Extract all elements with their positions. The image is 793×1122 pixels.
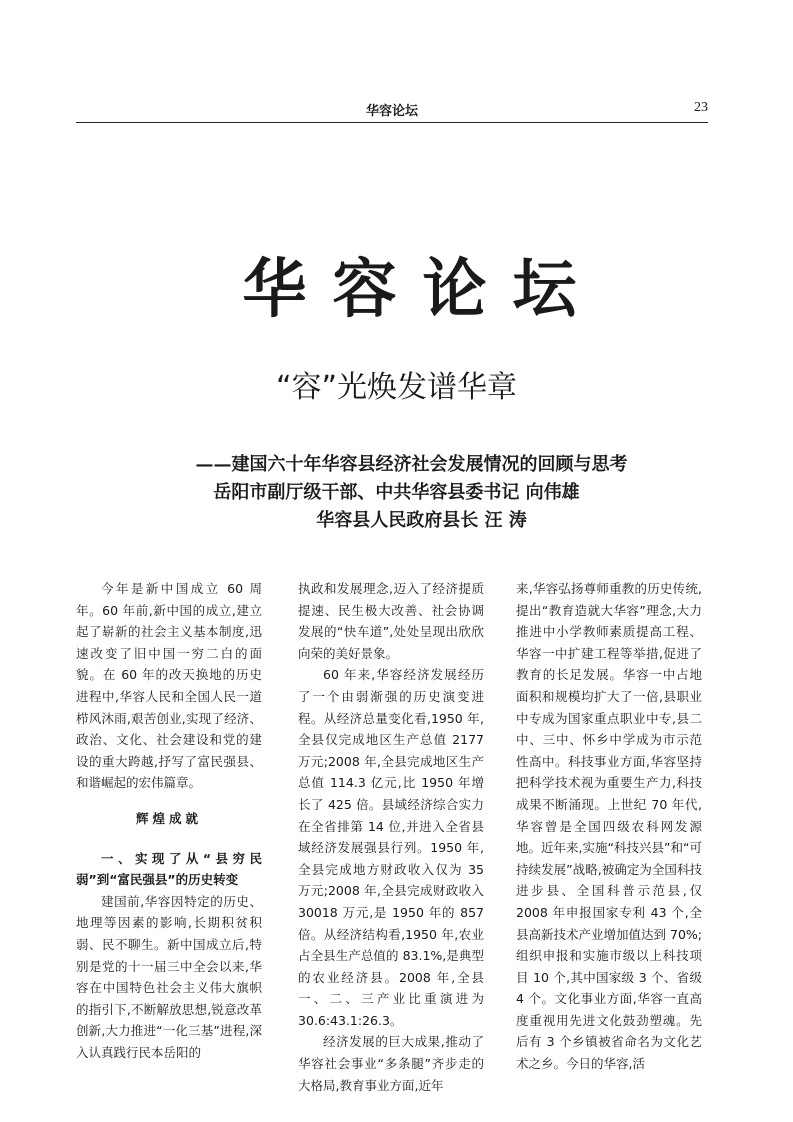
continued-paragraph: 执政和发展理念,迈入了经济提质提速、民生极大改善、社会协调发展的“快车道”,处处呈现出欣欣向荣的美好景象。 — [298, 581, 484, 661]
article-subtitle: ——建国六十年华容县经济社会发展情况的回顾与思考 — [195, 454, 628, 475]
running-header-section: 华容论坛 — [365, 104, 418, 119]
text-column-1 — [76, 578, 262, 1063]
continued-paragraph: 来,华容弘扬尊师重教的历史传统,提出“教育造就大华容”理念,大力推进中小学教师素质提高工程、华容一中扩建工程等举措,促进了教育的长足发展。华容一中占地面积和规模均扩大了一倍,县职业中专成为国家重点职业中专,县二中、三中、怀乡中学成为市示范性高中。科技事业方面,华容坚持把科学技术视为重要生产力,科技成果不断涌现。上世纪 70 年代,华容曾是全国四级农科网发源地。近年来,实施“科技兴县”和“可持续发展”战略,被确定为全国科技进步县、全国科普示范县,仅 2008 年申报国家专利 43 个,全县高新技术产业增加值达到 70%;组织申报和实施市级以上科技项目 10 个,其中国家级 3 个、省级 4 个。文化事业方面,华容一直高度重视用先进文化鼓劲塑魂。先后有 3 个乡镇被省命名为文化艺术之乡。今日的华容,活 — [516, 581, 702, 1072]
body-paragraph: 经济发展的巨大成果,推动了华容社会事业“多条腿”齐步走的大格局,教育事业方面,近年 — [298, 1034, 484, 1093]
column-masthead: 华容论坛 — [242, 252, 603, 327]
body-paragraph: 60 年来,华容经济发展经历了一个由弱渐强的历史演变进程。从经济总量变化看,1950 年,全县仅完成地区生产总值 2177 万元;2008 年,全县完成地区生产总值 114.3 亿元,比 1950 年增长了 425 倍。县域经济综合实力在全省排第 14 位,并进入全省县域经济发展强县行列。1950 年,全县完成地方财政收入仅为 35 万元;2008 年,全县完成财政收入 30018 万元,是 1950 年的 857 倍。从经济结构看,1950 年,农业占全县生产总值的 83.1%,是典型的农业经济县。2008 年,全县一、二、三产业比重演进为 30.6:43.1:26.3。 — [298, 667, 484, 1028]
text-column-3 — [516, 578, 702, 1075]
text-column-2 — [298, 578, 484, 1096]
author-line-1: 岳阳市副厅级干部、中共华容县委书记 向伟雄 — [213, 482, 580, 503]
running-header — [76, 100, 708, 118]
section-heading: 辉煌成就 — [135, 810, 202, 826]
subsection-heading: 一、实现了从“县穷民弱”到“富民强县”的历史转变 — [76, 850, 262, 888]
article-title: “容”光焕发谱华章 — [275, 370, 518, 405]
page-number: 23 — [694, 100, 708, 115]
author-line-2: 华容县人民政府县长 汪 涛 — [316, 510, 527, 531]
body-paragraph: 建国前,华容因特定的历史、地理等因素的影响,长期积贫积弱、民不聊生。新中国成立后,特别是党的十一届三中全会以来,华容在中国特色社会主义伟大旗帜的指引下,不断解放思想,锐意改革创新,大力推进“一化三基”进程,深入认真践行民本岳阳的 — [76, 893, 262, 1060]
intro-paragraph: 今年是新中国成立 60 周年。60 年前,新中国的成立,建立起了崭新的社会主义基本制度,迅速改变了旧中国一穷二白的面貌。在 60 年的改天换地的历史进程中,华容人民和全国人民一道栉风沐雨,艰苦创业,实现了经济、政治、文化、社会建设和党的建设的重大跨越,抒写了富民强县、和谐崛起的宏伟篇章。 — [76, 581, 262, 791]
header-rule — [76, 122, 708, 123]
